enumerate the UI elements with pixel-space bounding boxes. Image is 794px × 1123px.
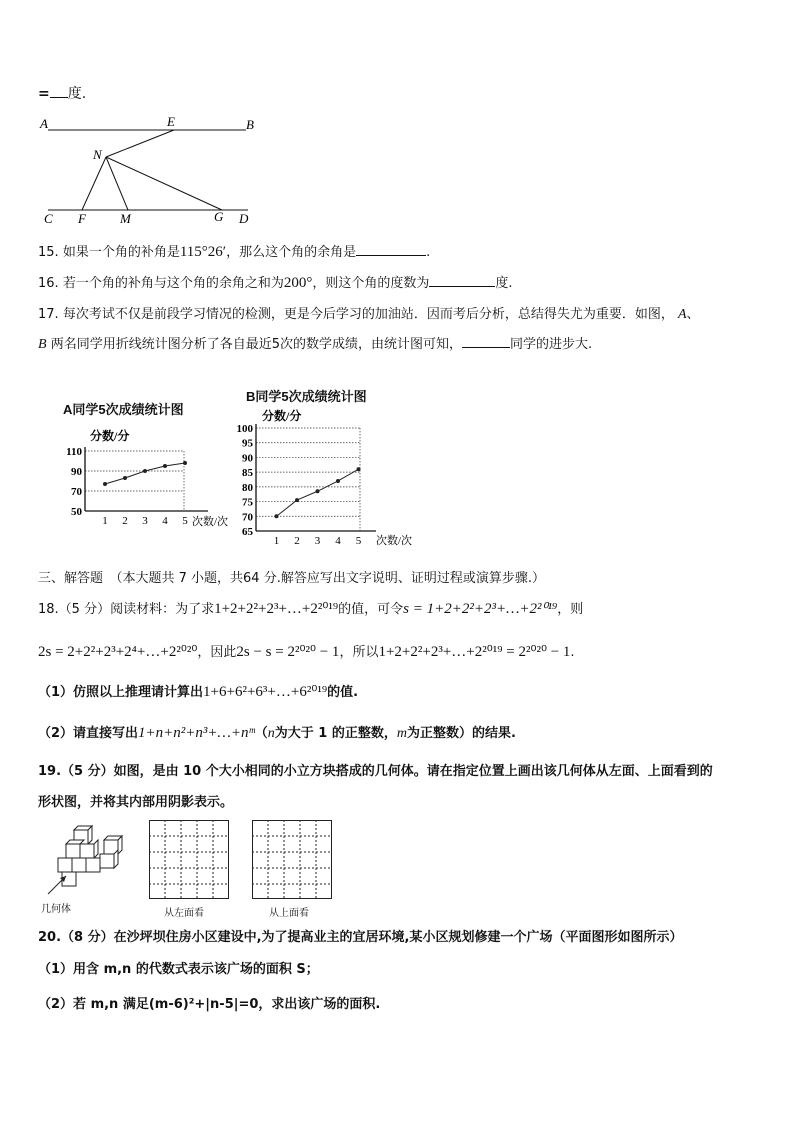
q16-text-before: 若一个角的补角与这个角的余角之和为 xyxy=(62,276,284,291)
chart-b-x-tick-label: 4 xyxy=(335,535,341,547)
chart-a-data-point xyxy=(103,482,107,486)
q15-end: . xyxy=(426,245,431,260)
q18-expr2: s = 1+2+2²+2³+…+2²⁰¹⁹ xyxy=(403,601,558,617)
question-16 xyxy=(38,272,513,292)
solid-label: 几何体 xyxy=(41,904,71,915)
chart-b-data-point xyxy=(275,514,279,518)
label-G: G xyxy=(214,209,224,224)
q18-line2-c: 2s − s = 2²⁰²⁰ − 1 xyxy=(236,644,340,660)
chart-b-data-point xyxy=(316,489,320,493)
chart-b-data-point xyxy=(295,498,299,502)
chart-a-data-point xyxy=(163,464,167,468)
question-20-part2: （2）若 m,n 满足(m-6)²+|n-5|=0，求出该广场的面积. xyxy=(38,997,381,1012)
q17-line1-end: 、 xyxy=(686,307,700,322)
section-3-heading: 三、解答题 （本大题共 7 小题，共64 分.解答应写出文字说明、证明过程或演算步骤.） xyxy=(38,571,545,586)
left-view-label: 从左面看 xyxy=(164,908,204,919)
chart-b-x-axis-label: 次数/次 xyxy=(376,535,413,547)
q15-number: 15. xyxy=(38,245,59,260)
chart-b-y-tick-label: 70 xyxy=(242,511,253,524)
chart-a-y-tick-label: 110 xyxy=(66,446,82,458)
question-19-line1: 19.（5 分）如图，是由 10 个大小相同的小立方块搭成的几何体。请在指定位置上画出该几何体从左面、上面看到的 xyxy=(38,764,713,779)
question-17-line1 xyxy=(38,303,700,323)
chart-b-title: B同学5次成绩统计图 xyxy=(246,389,367,404)
chart-b-x-tick-label: 5 xyxy=(355,535,362,547)
question-18-part1 xyxy=(38,681,358,701)
top-view-label: 从上面看 xyxy=(269,908,309,919)
q14-suffix: 度. xyxy=(67,86,87,102)
label-A: A xyxy=(40,116,48,131)
chart-b-x-tick-label: 2 xyxy=(294,535,300,547)
q15-text-after: ，那么这个角的余角是 xyxy=(226,245,357,260)
q18-p2-expr: 1+n+n²+n³+…+nᵐ xyxy=(138,725,255,741)
q15-text-before: 如果一个角的补角是 xyxy=(62,245,180,260)
chart-a-title: A同学5次成绩统计图 xyxy=(63,402,184,417)
question-18-line2 xyxy=(38,641,575,661)
chart-b-y-tick-label: 90 xyxy=(242,452,253,465)
q18-p1-a: （1）仿照以上推理请计算出 xyxy=(38,685,204,700)
q14-answer-line xyxy=(38,83,86,103)
q16-text-after: ，则这个角的度数为 xyxy=(312,276,430,291)
chart-a-data-point xyxy=(143,469,147,473)
q18-line2-b: ，因此 xyxy=(197,645,237,660)
top-view-grid-lines xyxy=(252,820,332,899)
q17-line1-text: 每次考试不仅是前段学习情况的检测，更是今后学习的加油站．因而考后分析，总结得失尤为重要．如图， xyxy=(62,307,674,322)
label-B: B xyxy=(246,117,254,132)
q18-p1-b: 的值. xyxy=(327,685,359,700)
question-15 xyxy=(38,241,430,261)
q18-p2-c: 为大于 1 的正整数， xyxy=(274,726,397,741)
chart-b-y-tick-label: 100 xyxy=(236,423,253,435)
question-20-line1: 20.（8 分）在沙坪坝住房小区建设中,为了提高业主的宜居环境,某小区规划修建一个广场（平面图形如图所示） xyxy=(38,930,683,945)
left-view-grid-lines xyxy=(149,820,229,899)
q17-blank[interactable] xyxy=(462,334,510,348)
q15-angle: 115°26′ xyxy=(179,244,227,260)
q18-p2-m: m xyxy=(396,726,407,741)
q16-end: 度. xyxy=(495,276,513,291)
question-20-part1: （1）用含 m,n 的代数式表示该广场的面积 S； xyxy=(38,962,319,977)
chart-a-data-point xyxy=(123,476,127,480)
label-N: N xyxy=(93,147,102,162)
label-C: C xyxy=(44,211,53,226)
chart-b-y-tick-label: 80 xyxy=(242,481,253,494)
q17-line2-end: 同学的进步大. xyxy=(509,337,593,352)
chart-a-x-axis-label: 次数/次 xyxy=(192,516,229,528)
q17-var-b: B xyxy=(38,337,47,352)
q18-p2-a: （2）请直接写出 xyxy=(38,726,139,741)
q18-line2-f: . xyxy=(570,645,575,660)
chart-a-y-tick-label: 50 xyxy=(71,506,82,518)
chart-a-x-tick-label: 1 xyxy=(102,515,108,527)
chart-b-x-tick-label: 1 xyxy=(273,535,280,547)
q18-p2-n: n xyxy=(267,726,275,741)
chart-b-y-tick-label: 95 xyxy=(242,437,253,450)
q18-line2-a: 2s = 2+2²+2³+2⁴+…+2²⁰²⁰ xyxy=(38,644,198,660)
chart-a xyxy=(58,415,248,530)
q14-blank[interactable] xyxy=(50,84,68,98)
chart-b-data-point xyxy=(336,479,340,483)
left-view-grid[interactable] xyxy=(149,820,229,899)
chart-a-y-tick-label: 90 xyxy=(71,466,82,478)
q18-p2-b: （ xyxy=(254,726,268,741)
cube-solid-figure xyxy=(40,822,140,902)
q16-angle: 200° xyxy=(283,275,313,291)
label-E: E xyxy=(167,114,175,129)
q15-blank[interactable] xyxy=(356,242,426,256)
question-18-line1 xyxy=(38,598,583,618)
q17-line2-text: 两名同学用折线统计图分析了各自最近5次的数学成绩，由统计图可知， xyxy=(50,337,462,352)
label-D: D xyxy=(239,211,249,226)
q18-line2-e: 1+2+2²+2³+…+2²⁰¹⁹ = 2²⁰²⁰ − 1 xyxy=(378,644,571,660)
question-19-line2: 形状图，并将其内部用阴影表示。 xyxy=(38,795,234,810)
q18-expr1: 1+2+2²+2³+…+2²⁰¹⁹ xyxy=(214,601,339,617)
q16-number: 16. xyxy=(38,276,59,291)
chart-b-y-axis-label: 分数/分 xyxy=(262,409,302,423)
question-17-line2 xyxy=(38,333,592,353)
q18-p1-expr: 1+6+6²+6³+…+6²⁰¹⁹ xyxy=(203,684,328,700)
chart-a-x-tick-label: 5 xyxy=(182,515,188,527)
chart-a-y-axis-label: 分数/分 xyxy=(90,429,130,443)
top-view-grid[interactable] xyxy=(252,820,332,899)
label-M: M xyxy=(120,211,131,226)
chart-b xyxy=(228,405,428,550)
chart-a-x-tick-label: 3 xyxy=(142,515,148,527)
q18-p2-d: 为正整数）的结果. xyxy=(407,726,516,741)
chart-b-y-tick-label: 65 xyxy=(242,526,253,538)
q18-mid: 的值，可令 xyxy=(338,602,404,617)
chart-a-data-point xyxy=(183,461,187,465)
chart-b-x-tick-label: 3 xyxy=(314,535,321,547)
q17-var-a: A xyxy=(677,307,687,322)
chart-b-data-point xyxy=(357,467,361,471)
chart-a-x-tick-label: 2 xyxy=(122,515,128,527)
geometry-figure xyxy=(36,112,266,227)
chart-a-series-line xyxy=(105,463,185,484)
chart-b-y-tick-label: 85 xyxy=(242,467,253,480)
chart-a-x-tick-label: 4 xyxy=(162,515,168,527)
q17-number: 17. xyxy=(38,307,59,322)
question-18-part2 xyxy=(38,722,516,742)
chart-b-y-tick-label: 75 xyxy=(242,496,253,509)
chart-a-y-tick-label: 70 xyxy=(71,486,82,498)
q18-tail: ，则 xyxy=(557,602,584,617)
q18-head: 18.（5 分）阅读材料：为了求 xyxy=(38,602,215,617)
q14-prefix: = xyxy=(38,86,50,102)
q18-line2-d: ，所以 xyxy=(339,645,379,660)
label-F: F xyxy=(78,211,86,226)
q16-blank[interactable] xyxy=(429,273,495,287)
